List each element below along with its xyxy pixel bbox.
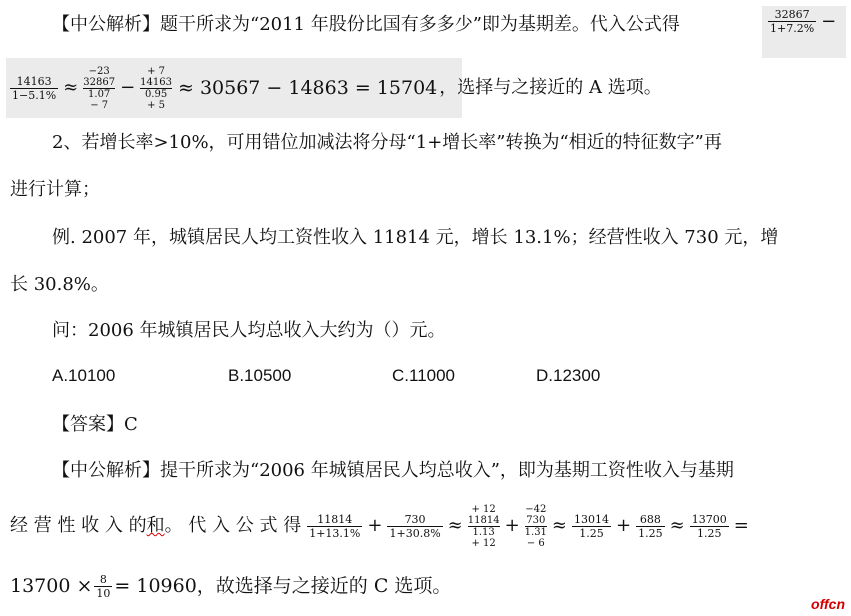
offset-bottom: + 12 (471, 537, 496, 549)
offset-top: −23 (88, 65, 110, 77)
fraction-denominator: 1.31 (524, 526, 547, 538)
formula-result: ≈ 30567 − 14863 = 15704 (177, 77, 438, 99)
offset-top: + 12 (471, 503, 496, 515)
analysis2-line-1 (52, 459, 734, 483)
fraction (768, 8, 816, 35)
fraction-denominator: 1.25 (579, 526, 604, 540)
example-line-2: 长 30.8%。 (10, 274, 109, 295)
analysis-text: 。 代 入 公 式 得 (164, 515, 302, 536)
analysis-tag: 【中公解析】 (52, 460, 160, 481)
minus-sign: − (821, 10, 837, 32)
analysis2-line-2 (10, 496, 752, 556)
option-c: C.11000 (392, 366, 456, 385)
fraction (10, 75, 58, 102)
offset-top: −42 (525, 503, 547, 515)
paragraph-3-line-2: 进行计算； (10, 179, 100, 200)
analysis-text: 题干所求为“2011 年股份比国有多多少”即为基期差。代入公式得 (160, 14, 680, 35)
fraction-denominator: 10 (96, 586, 111, 600)
fraction-numerator: 13014 (574, 512, 610, 526)
fraction-numerator: 14163 (16, 74, 52, 88)
equals-sign: = (733, 515, 749, 536)
option-a: A.10100 (52, 366, 116, 385)
formula-line-2 (8, 60, 662, 116)
formula-tail: ，选择与之接近的 A 选项。 (439, 77, 662, 98)
conclusion-line (10, 566, 451, 606)
fraction-numerator: 13700 (691, 512, 727, 526)
example-line-1: 例. 2007 年，城镇居民人均工资性收入 11814 元，增长 13.1%；经营性收入 730 元，增 (52, 227, 779, 248)
fraction-numerator: 730 (404, 512, 426, 526)
analysis-text: 经 营 性 收 入 的 (10, 515, 147, 536)
fraction-denominator: 1.25 (638, 526, 663, 540)
fraction (94, 573, 112, 600)
conclusion-pre: 13700 × (10, 575, 93, 597)
fraction (307, 513, 362, 540)
fraction-numerator: 688 (639, 512, 661, 526)
offcn-logo: offcn (811, 596, 845, 612)
option-d: D.12300 (536, 366, 601, 385)
analysis-line-1 (52, 13, 680, 37)
paragraph-3-line-1: 2、若增长率>10%，可用错位加减法将分母“1+增长率”转换为“相近的特征数字”再 (52, 132, 722, 153)
fraction (387, 513, 442, 540)
question-text: 问：2006 年城镇居民人均总收入大约为（）元。 (52, 320, 446, 341)
offset-bottom: − 7 (90, 99, 109, 111)
fraction-denominator: 1.25 (696, 526, 722, 540)
plus-sign: + (616, 515, 632, 536)
minus-sign: − (120, 77, 136, 98)
answer-text: 【答案】C (52, 414, 138, 435)
fraction-numerator: 11814 (467, 514, 500, 526)
fraction-numerator: 730 (526, 514, 546, 526)
conclusion-post: = 10960，故选择与之接近的 C 选项。 (114, 575, 452, 597)
fraction (636, 513, 665, 540)
offset-top: + 7 (147, 65, 166, 77)
offset-fraction (83, 66, 115, 111)
analysis-tag: 【中公解析】 (52, 14, 160, 35)
fraction-denominator: 0.95 (144, 88, 168, 100)
fraction-denominator: 1+13.1% (309, 526, 361, 540)
fraction-denominator: 1+30.8% (389, 526, 441, 540)
plus-sign: + (367, 515, 383, 536)
option-b: B.10500 (228, 366, 292, 385)
fraction-numerator: 14163 (140, 76, 172, 88)
fraction-numerator: 11814 (317, 512, 353, 526)
fraction (690, 513, 729, 540)
analysis-text: 提干所求为“2006 年城镇居民人均总收入”，即为基期工资性收入与基期 (160, 460, 734, 481)
fraction-denominator: 1.07 (88, 88, 111, 100)
offset-fraction (140, 66, 172, 111)
offset-bottom: − 6 (526, 537, 545, 549)
fraction-denominator: 1.13 (472, 526, 495, 538)
approx-sign: ≈ (669, 515, 685, 536)
formula-fragment-1 (766, 8, 839, 35)
approx-sign: ≈ (63, 77, 79, 98)
analysis-text-marked: 和 (146, 515, 165, 536)
fraction (572, 513, 611, 540)
fraction-numerator: 32867 (83, 76, 116, 88)
approx-sign: ≈ (447, 515, 463, 536)
fraction-numerator: 32867 (774, 8, 810, 21)
plus-sign: + (504, 515, 520, 536)
fraction-denominator: 1+7.2% (770, 22, 815, 35)
offset-bottom: + 5 (147, 99, 166, 111)
approx-sign: ≈ (551, 515, 568, 536)
offset-fraction (468, 504, 500, 549)
fraction-numerator: 8 (99, 572, 107, 586)
fraction-denominator: 1−5.1% (12, 88, 57, 102)
offset-fraction (525, 504, 547, 549)
